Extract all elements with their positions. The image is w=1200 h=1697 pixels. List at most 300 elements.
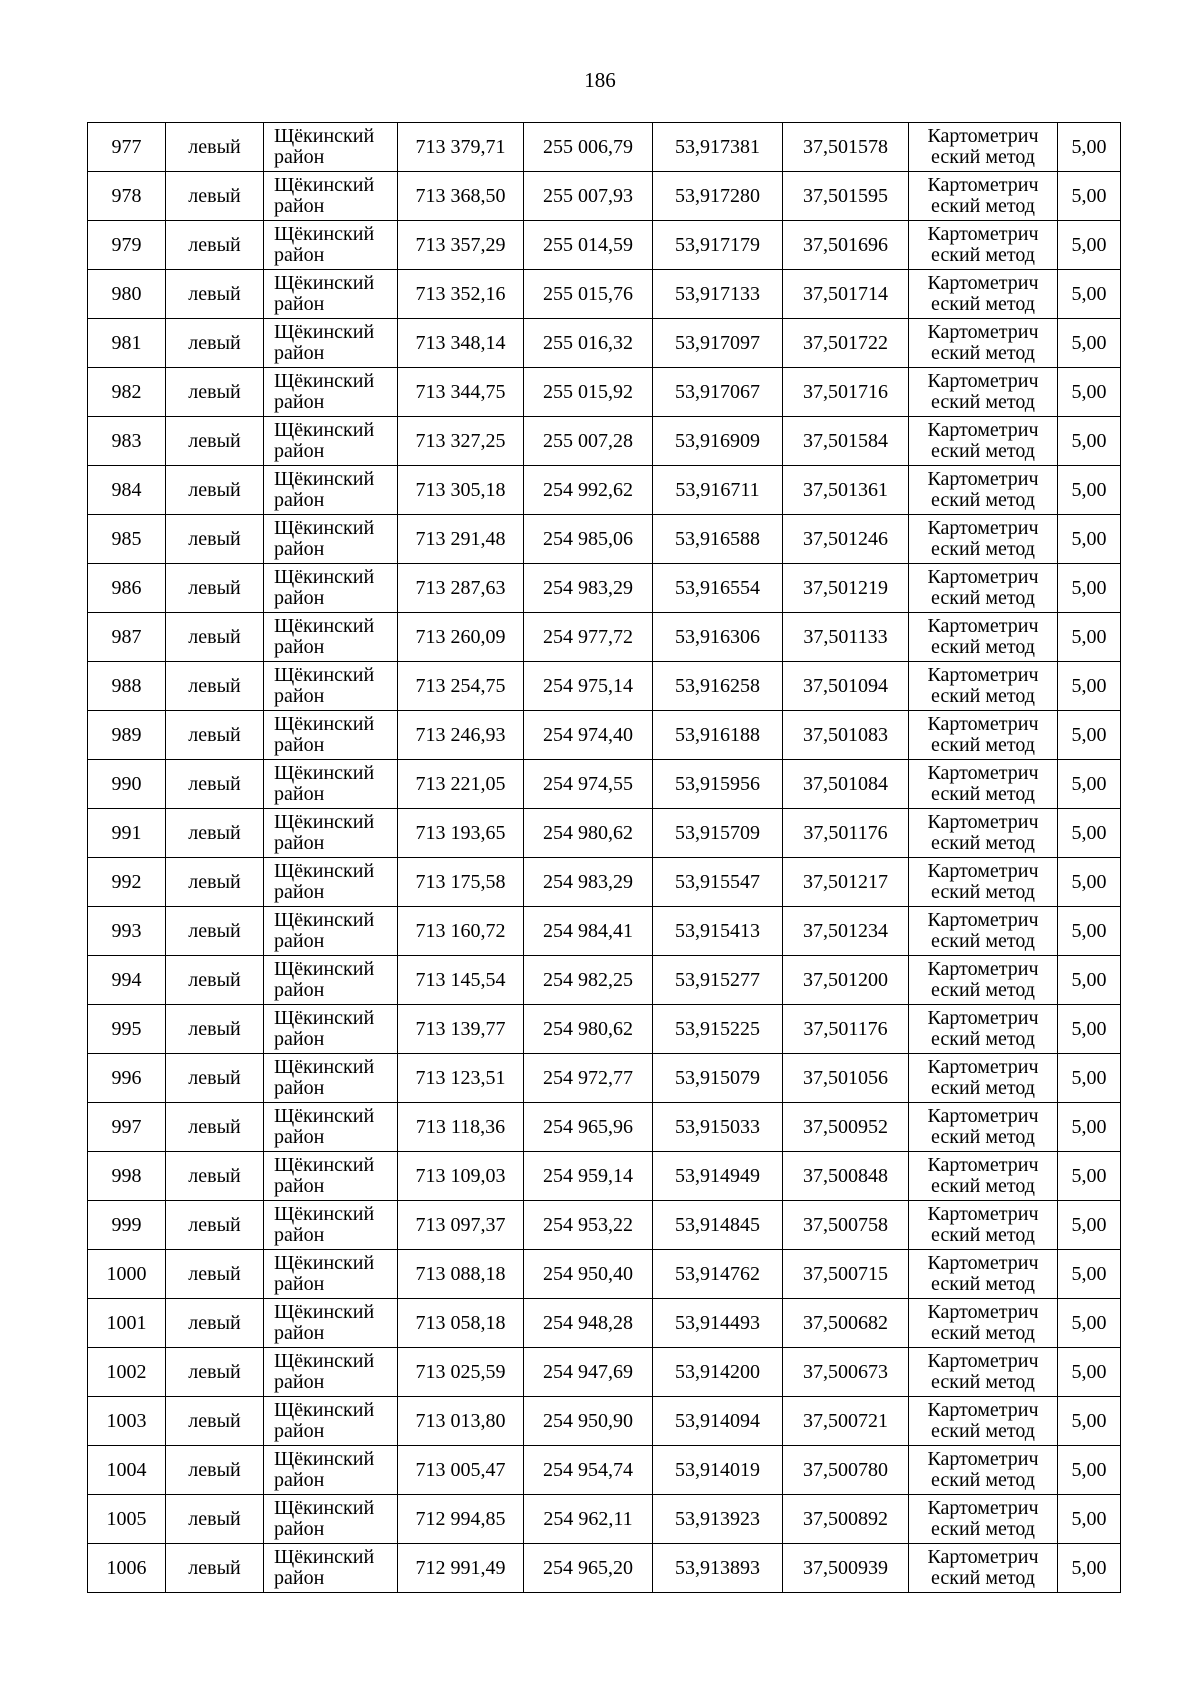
longitude: 37,501722 — [803, 332, 888, 354]
y-coordinate-cell — [524, 1495, 653, 1544]
district-line2: район — [274, 1126, 325, 1148]
latitude: 53,914094 — [675, 1410, 760, 1432]
latitude-cell — [653, 270, 783, 319]
district-line2: район — [274, 636, 325, 658]
latitude-cell — [653, 1250, 783, 1299]
accuracy: 5,00 — [1071, 1312, 1107, 1334]
side-value: левый — [188, 871, 241, 893]
method-line2: еский метод — [931, 734, 1035, 756]
accuracy-cell — [1058, 1152, 1121, 1201]
table-row — [88, 123, 1121, 172]
district-line1: Щёкинский — [274, 125, 375, 147]
side-value: левый — [188, 1508, 241, 1530]
y-coordinate-cell — [524, 1152, 653, 1201]
longitude: 37,501176 — [803, 822, 888, 844]
x-coordinate-cell — [398, 907, 524, 956]
district-line2: район — [274, 244, 325, 266]
latitude: 53,916588 — [675, 528, 760, 550]
side-value: левый — [188, 528, 241, 550]
accuracy: 5,00 — [1071, 675, 1107, 697]
point-number-cell — [88, 1348, 166, 1397]
longitude: 37,500721 — [803, 1410, 888, 1432]
y-coordinate-cell — [524, 1299, 653, 1348]
y-coordinate: 254 982,25 — [543, 969, 633, 991]
method-line2: еский метод — [931, 293, 1035, 315]
latitude-cell — [653, 1005, 783, 1054]
method-cell — [909, 1201, 1058, 1250]
x-coordinate-cell — [398, 319, 524, 368]
latitude-cell — [653, 319, 783, 368]
x-coordinate: 713 348,14 — [415, 332, 506, 354]
x-coordinate-cell — [398, 1250, 524, 1299]
x-coordinate-cell — [398, 662, 524, 711]
method-cell — [909, 1250, 1058, 1299]
side-cell — [166, 417, 264, 466]
side-cell — [166, 1544, 264, 1593]
district-line1: Щёкинский — [274, 664, 375, 686]
accuracy-cell — [1058, 907, 1121, 956]
district-line1: Щёкинский — [274, 1154, 375, 1176]
point-number: 1003 — [106, 1410, 147, 1432]
y-coordinate-cell — [524, 662, 653, 711]
table-row — [88, 760, 1121, 809]
method-line1: Картометрич — [927, 174, 1039, 196]
point-number-cell — [88, 172, 166, 221]
x-coordinate: 713 260,09 — [415, 626, 506, 648]
table-row — [88, 564, 1121, 613]
accuracy-cell — [1058, 1544, 1121, 1593]
point-number-cell — [88, 907, 166, 956]
coordinates-table — [87, 122, 1121, 1593]
method-line1: Картометрич — [927, 223, 1039, 245]
x-coordinate: 713 005,47 — [415, 1459, 506, 1481]
latitude: 53,916306 — [675, 626, 760, 648]
longitude-cell — [783, 172, 909, 221]
table-row — [88, 1250, 1121, 1299]
latitude-cell — [653, 956, 783, 1005]
table-row — [88, 1348, 1121, 1397]
district-line2: район — [274, 391, 325, 413]
district-cell — [264, 956, 398, 1005]
method-line2: еский метод — [931, 146, 1035, 168]
latitude: 53,917097 — [675, 332, 760, 354]
district-cell — [264, 515, 398, 564]
method-line1: Картометрич — [927, 1546, 1039, 1568]
method-line1: Картометрич — [927, 1399, 1039, 1421]
longitude-cell — [783, 1103, 909, 1152]
method-line1: Картометрич — [927, 909, 1039, 931]
point-number-cell — [88, 466, 166, 515]
point-number: 989 — [111, 724, 142, 746]
side-cell — [166, 172, 264, 221]
point-number: 998 — [111, 1165, 142, 1187]
longitude-cell — [783, 1250, 909, 1299]
accuracy-cell — [1058, 270, 1121, 319]
method-line2: еский метод — [931, 587, 1035, 609]
district-cell — [264, 1103, 398, 1152]
side-value: левый — [188, 1557, 241, 1579]
accuracy: 5,00 — [1071, 136, 1107, 158]
side-cell — [166, 956, 264, 1005]
method-cell — [909, 319, 1058, 368]
y-coordinate: 254 965,96 — [543, 1116, 633, 1138]
method-cell — [909, 760, 1058, 809]
method-line2: еский метод — [931, 1322, 1035, 1344]
y-coordinate-cell — [524, 123, 653, 172]
x-coordinate: 713 160,72 — [415, 920, 506, 942]
x-coordinate: 713 175,58 — [415, 871, 506, 893]
accuracy: 5,00 — [1071, 626, 1107, 648]
longitude: 37,500758 — [803, 1214, 888, 1236]
point-number-cell — [88, 319, 166, 368]
x-coordinate-cell — [398, 172, 524, 221]
method-cell — [909, 221, 1058, 270]
accuracy-cell — [1058, 221, 1121, 270]
longitude-cell — [783, 221, 909, 270]
longitude-cell — [783, 1152, 909, 1201]
method-line1: Картометрич — [927, 1350, 1039, 1372]
district-line2: район — [274, 342, 325, 364]
district-line1: Щёкинский — [274, 860, 375, 882]
x-coordinate-cell — [398, 1348, 524, 1397]
x-coordinate: 712 994,85 — [415, 1508, 506, 1530]
district-line2: район — [274, 734, 325, 756]
method-cell — [909, 613, 1058, 662]
district-cell — [264, 172, 398, 221]
district-line1: Щёкинский — [274, 272, 375, 294]
method-cell — [909, 270, 1058, 319]
district-line1: Щёкинский — [274, 1546, 375, 1568]
district-line1: Щёкинский — [274, 713, 375, 735]
x-coordinate-cell — [398, 1544, 524, 1593]
accuracy-cell — [1058, 760, 1121, 809]
point-number-cell — [88, 1299, 166, 1348]
point-number-cell — [88, 1397, 166, 1446]
latitude: 53,917179 — [675, 234, 760, 256]
side-cell — [166, 809, 264, 858]
y-coordinate: 254 948,28 — [543, 1312, 633, 1334]
accuracy-cell — [1058, 123, 1121, 172]
latitude-cell — [653, 1054, 783, 1103]
district-line1: Щёкинский — [274, 762, 375, 784]
point-number: 992 — [111, 871, 142, 893]
accuracy-cell — [1058, 1299, 1121, 1348]
y-coordinate-cell — [524, 1250, 653, 1299]
x-coordinate-cell — [398, 1299, 524, 1348]
x-coordinate: 713 139,77 — [415, 1018, 506, 1040]
district-line1: Щёкинский — [274, 1448, 375, 1470]
x-coordinate: 713 097,37 — [415, 1214, 506, 1236]
point-number-cell — [88, 123, 166, 172]
method-cell — [909, 1103, 1058, 1152]
side-cell — [166, 1250, 264, 1299]
point-number: 977 — [111, 136, 142, 158]
accuracy: 5,00 — [1071, 1263, 1107, 1285]
point-number: 990 — [111, 773, 142, 795]
accuracy: 5,00 — [1071, 234, 1107, 256]
side-value: левый — [188, 920, 241, 942]
district-line1: Щёкинский — [274, 1056, 375, 1078]
accuracy-cell — [1058, 1348, 1121, 1397]
table-row — [88, 956, 1121, 1005]
district-line1: Щёкинский — [274, 174, 375, 196]
method-line1: Картометрич — [927, 1154, 1039, 1176]
latitude: 53,914019 — [675, 1459, 760, 1481]
longitude-cell — [783, 1446, 909, 1495]
latitude-cell — [653, 1348, 783, 1397]
district-cell — [264, 319, 398, 368]
table-row — [88, 466, 1121, 515]
method-line1: Картометрич — [927, 1056, 1039, 1078]
x-coordinate-cell — [398, 270, 524, 319]
point-number-cell — [88, 221, 166, 270]
side-cell — [166, 760, 264, 809]
side-cell — [166, 515, 264, 564]
district-line2: район — [274, 293, 325, 315]
longitude: 37,501176 — [803, 1018, 888, 1040]
district-line2: район — [274, 1567, 325, 1589]
method-line2: еский метод — [931, 1028, 1035, 1050]
accuracy-cell — [1058, 1054, 1121, 1103]
method-line2: еский метод — [931, 440, 1035, 462]
x-coordinate: 713 025,59 — [415, 1361, 506, 1383]
method-cell — [909, 466, 1058, 515]
x-coordinate-cell — [398, 809, 524, 858]
side-value: левый — [188, 1361, 241, 1383]
y-coordinate: 255 015,92 — [543, 381, 633, 403]
x-coordinate-cell — [398, 123, 524, 172]
accuracy: 5,00 — [1071, 871, 1107, 893]
accuracy-cell — [1058, 1005, 1121, 1054]
method-cell — [909, 515, 1058, 564]
latitude: 53,917381 — [675, 136, 760, 158]
longitude: 37,500952 — [803, 1116, 888, 1138]
longitude-cell — [783, 613, 909, 662]
accuracy: 5,00 — [1071, 1214, 1107, 1236]
x-coordinate: 713 123,51 — [415, 1067, 506, 1089]
y-coordinate: 254 953,22 — [543, 1214, 633, 1236]
side-value: левый — [188, 185, 241, 207]
latitude-cell — [653, 711, 783, 760]
district-cell — [264, 907, 398, 956]
district-line1: Щёкинский — [274, 370, 375, 392]
district-line1: Щёкинский — [274, 1007, 375, 1029]
table-row — [88, 907, 1121, 956]
latitude: 53,917280 — [675, 185, 760, 207]
x-coordinate-cell — [398, 956, 524, 1005]
district-line1: Щёкинский — [274, 1252, 375, 1274]
point-number-cell — [88, 270, 166, 319]
y-coordinate: 255 016,32 — [543, 332, 633, 354]
side-value: левый — [188, 822, 241, 844]
y-coordinate: 254 954,74 — [543, 1459, 633, 1481]
x-coordinate-cell — [398, 515, 524, 564]
x-coordinate-cell — [398, 613, 524, 662]
method-line2: еский метод — [931, 1126, 1035, 1148]
method-line2: еский метод — [931, 489, 1035, 511]
latitude: 53,915033 — [675, 1116, 760, 1138]
district-line2: район — [274, 146, 325, 168]
side-cell — [166, 662, 264, 711]
accuracy-cell — [1058, 564, 1121, 613]
district-line2: район — [274, 832, 325, 854]
side-value: левый — [188, 675, 241, 697]
side-cell — [166, 1103, 264, 1152]
point-number: 982 — [111, 381, 142, 403]
x-coordinate: 713 013,80 — [415, 1410, 506, 1432]
longitude-cell — [783, 809, 909, 858]
x-coordinate: 713 287,63 — [415, 577, 506, 599]
method-cell — [909, 1446, 1058, 1495]
y-coordinate: 254 950,90 — [543, 1410, 633, 1432]
longitude: 37,501219 — [803, 577, 888, 599]
district-cell — [264, 1495, 398, 1544]
point-number: 1004 — [106, 1459, 147, 1481]
method-cell — [909, 711, 1058, 760]
x-coordinate: 713 327,25 — [415, 430, 506, 452]
accuracy: 5,00 — [1071, 332, 1107, 354]
district-line2: район — [274, 979, 325, 1001]
side-cell — [166, 907, 264, 956]
x-coordinate-cell — [398, 1446, 524, 1495]
latitude: 53,915413 — [675, 920, 760, 942]
side-value: левый — [188, 479, 241, 501]
accuracy: 5,00 — [1071, 381, 1107, 403]
x-coordinate: 713 221,05 — [415, 773, 506, 795]
latitude: 53,914762 — [675, 1263, 760, 1285]
method-line1: Картометрич — [927, 370, 1039, 392]
side-value: левый — [188, 1018, 241, 1040]
latitude-cell — [653, 1103, 783, 1152]
point-number-cell — [88, 368, 166, 417]
y-coordinate: 254 984,41 — [543, 920, 633, 942]
latitude: 53,915079 — [675, 1067, 760, 1089]
method-cell — [909, 368, 1058, 417]
side-value: левый — [188, 234, 241, 256]
longitude: 37,501094 — [803, 675, 888, 697]
district-cell — [264, 1054, 398, 1103]
x-coordinate-cell — [398, 1201, 524, 1250]
accuracy: 5,00 — [1071, 1361, 1107, 1383]
method-line1: Картометрич — [927, 566, 1039, 588]
x-coordinate: 713 118,36 — [415, 1116, 506, 1138]
y-coordinate-cell — [524, 270, 653, 319]
method-cell — [909, 1152, 1058, 1201]
method-line2: еский метод — [931, 1077, 1035, 1099]
point-number: 1000 — [106, 1263, 147, 1285]
y-coordinate: 255 007,28 — [543, 430, 633, 452]
district-line1: Щёкинский — [274, 1301, 375, 1323]
point-number: 993 — [111, 920, 142, 942]
district-cell — [264, 1201, 398, 1250]
accuracy: 5,00 — [1071, 528, 1107, 550]
x-coordinate: 713 145,54 — [415, 969, 506, 991]
accuracy: 5,00 — [1071, 1508, 1107, 1530]
point-number: 999 — [111, 1214, 142, 1236]
method-line1: Картометрич — [927, 860, 1039, 882]
y-coordinate-cell — [524, 1348, 653, 1397]
side-value: левый — [188, 283, 241, 305]
y-coordinate: 254 959,14 — [543, 1165, 633, 1187]
side-cell — [166, 1348, 264, 1397]
method-line1: Картометрич — [927, 1301, 1039, 1323]
point-number: 980 — [111, 283, 142, 305]
point-number: 979 — [111, 234, 142, 256]
side-cell — [166, 123, 264, 172]
district-line2: район — [274, 587, 325, 609]
latitude-cell — [653, 417, 783, 466]
side-cell — [166, 1152, 264, 1201]
district-line2: район — [274, 685, 325, 707]
table-row — [88, 417, 1121, 466]
accuracy: 5,00 — [1071, 822, 1107, 844]
y-coordinate: 254 980,62 — [543, 822, 633, 844]
district-line2: район — [274, 1028, 325, 1050]
method-cell — [909, 809, 1058, 858]
side-value: левый — [188, 724, 241, 746]
accuracy-cell — [1058, 368, 1121, 417]
accuracy-cell — [1058, 809, 1121, 858]
table-row — [88, 1201, 1121, 1250]
longitude: 37,501084 — [803, 773, 888, 795]
accuracy: 5,00 — [1071, 969, 1107, 991]
district-line2: район — [274, 1175, 325, 1197]
longitude: 37,501246 — [803, 528, 888, 550]
longitude-cell — [783, 270, 909, 319]
district-line1: Щёкинский — [274, 517, 375, 539]
method-cell — [909, 858, 1058, 907]
method-line2: еский метод — [931, 636, 1035, 658]
accuracy: 5,00 — [1071, 1067, 1107, 1089]
method-line1: Картометрич — [927, 419, 1039, 441]
longitude-cell — [783, 711, 909, 760]
district-cell — [264, 613, 398, 662]
point-number: 986 — [111, 577, 142, 599]
y-coordinate: 254 962,11 — [543, 1508, 633, 1530]
method-line2: еский метод — [931, 1175, 1035, 1197]
district-cell — [264, 711, 398, 760]
method-line2: еский метод — [931, 783, 1035, 805]
district-line2: район — [274, 930, 325, 952]
district-cell — [264, 270, 398, 319]
longitude: 37,501361 — [803, 479, 888, 501]
y-coordinate-cell — [524, 613, 653, 662]
point-number: 996 — [111, 1067, 142, 1089]
district-cell — [264, 809, 398, 858]
latitude: 53,915547 — [675, 871, 760, 893]
accuracy-cell — [1058, 1446, 1121, 1495]
point-number-cell — [88, 1544, 166, 1593]
point-number-cell — [88, 515, 166, 564]
accuracy: 5,00 — [1071, 1165, 1107, 1187]
point-number-cell — [88, 662, 166, 711]
method-line1: Картометрич — [927, 958, 1039, 980]
longitude-cell — [783, 1201, 909, 1250]
method-line2: еский метод — [931, 881, 1035, 903]
method-cell — [909, 1299, 1058, 1348]
accuracy: 5,00 — [1071, 1557, 1107, 1579]
y-coordinate: 254 972,77 — [543, 1067, 633, 1089]
accuracy: 5,00 — [1071, 920, 1107, 942]
method-line2: еский метод — [931, 1567, 1035, 1589]
y-coordinate-cell — [524, 1103, 653, 1152]
latitude-cell — [653, 613, 783, 662]
method-cell — [909, 417, 1058, 466]
y-coordinate-cell — [524, 809, 653, 858]
district-line2: район — [274, 1273, 325, 1295]
y-coordinate: 254 983,29 — [543, 871, 633, 893]
point-number-cell — [88, 417, 166, 466]
